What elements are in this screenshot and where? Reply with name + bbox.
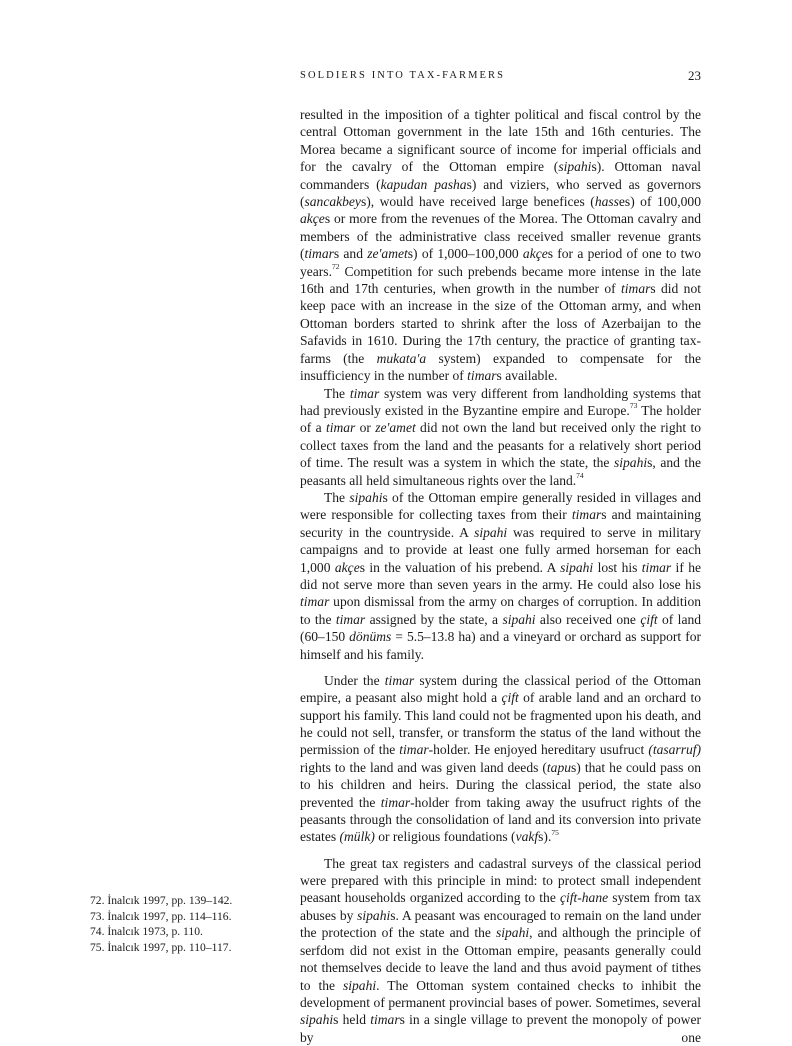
body-text: [300, 106, 701, 1046]
paragraph-2: The timar system was very different from landholding systems that had previously existed in the Byzantine empire and Europe.$^{73}$ The holder of a timar or ze'amet did not own the land but received only the right to collect taxes from the land and the peasants for a relatively short period of time. The result was a system in which the state, the sipahis, and the peasants all held simultaneous rights over the land.$^{74}$: [300, 385, 702, 488]
footnote-73: 73. İnalcık 1997, pp. 114–116.: [90, 909, 232, 923]
paragraph-1: resulted in the imposition of a tighter political and fiscal control by the central Ottoman government in the late 15th and 16th centuries. The Morea became a significant source of income for imperial officials and for the cavalry of the Ottoman empire (sipahis). Ottoman naval commanders (kapudan pashas) and viziers, who served as governors (sancakbeys), would have received large benefices (hasses) of 100,000 akçes or more from the revenues of the Morea. The Ottoman cavalry and members of the administrative class received smaller revenue grants (timars and ze'amets) of 1,000–100,000 akçes for a period of one to two years.$^{72}$ Competition for such prebends became more intense in the late 16th and 17th centuries, when growth in the number of timars did not keep pace with an increase in the size of the Ottoman army, and when Ottoman borders started to shrink after the loss of Azerbaijan to the Safavids in 1610. During the 17th century, the practice of granting tax-farms (the mukata'a system) expanded to compensate for the insufficiency in the number of timars available.: [300, 107, 702, 384]
footnotes: [90, 893, 232, 955]
footnote-ref-75: 75: [551, 827, 559, 837]
running-head: SOLDIERS INTO TAX-FARMERS: [300, 70, 506, 81]
footnote-ref-72: 72: [331, 262, 340, 272]
footnote-ref-74: 74: [576, 471, 584, 481]
footnote-72: 72. İnalcık 1997, pp. 139–142.: [90, 894, 233, 907]
footnote-ref-73: 73: [629, 401, 638, 411]
paragraph-5: The great tax registers and cadastral surveys of the classical period were prepared with this principle in mind: to protect small independent peasant households organized according to the çift-hane system from tax abuses by sipahis. A peasant was encouraged to remain on the land under the protection of the state and the sipahi, and although the principle of serfdom did not exist in the Ottoman empire, peasants generally could not themselves decide to leave the land and thus avoid payment of tithes to the sipahi. The Ottoman system contained checks to inhibit the development of permanent provincial bases of power. Sometimes, several sipahis held timars in a single village to prevent the monopoly of power by one: [300, 855, 701, 1045]
footnote-75: 75. İnalcık 1997, pp. 110–117.: [90, 940, 232, 954]
page-number: 23: [688, 68, 701, 83]
paragraph-4: Under the timar system during the classical period of the Ottoman empire, a peasant also might hold a çift of arable land and an orchard to support his family. This land could not be fragmented upon his death, and he could not sell, transfer, or transform the status of the land without the permission of the timar-holder. He enjoyed hereditary usufruct (tasarruf) rights to the land and was given land deeds (tapus) that he could pass on to his children and heirs. During the classical period, the state also prevented the timar-holder from taking away the usufruct rights of the peasants through the consolidation of land and its conversion into private estates (mülk) or religious foundations (vakfs).$^{75}$: [300, 672, 702, 845]
footnote-74: 74. İnalcık 1973, p. 110.: [90, 925, 203, 939]
paragraph-3: The sipahis of the Ottoman empire generally resided in villages and were responsible for collecting taxes from their timars and maintaining security in the countryside. A sipahi was required to serve in military campaigns and to provide at least one fully armed horseman for each 1,000 akçes in the valuation of his prebend. A sipahi lost his timar if he did not serve more than seven years in the army. He could also lose his timar upon dismissal from the army on charges of corruption. In addition to the timar assigned by the state, a sipahi also received one çift of land (60–150 dönüms = 5.5–13.8 ha) and a vineyard or orchard as support for himself and his family.: [300, 489, 702, 662]
